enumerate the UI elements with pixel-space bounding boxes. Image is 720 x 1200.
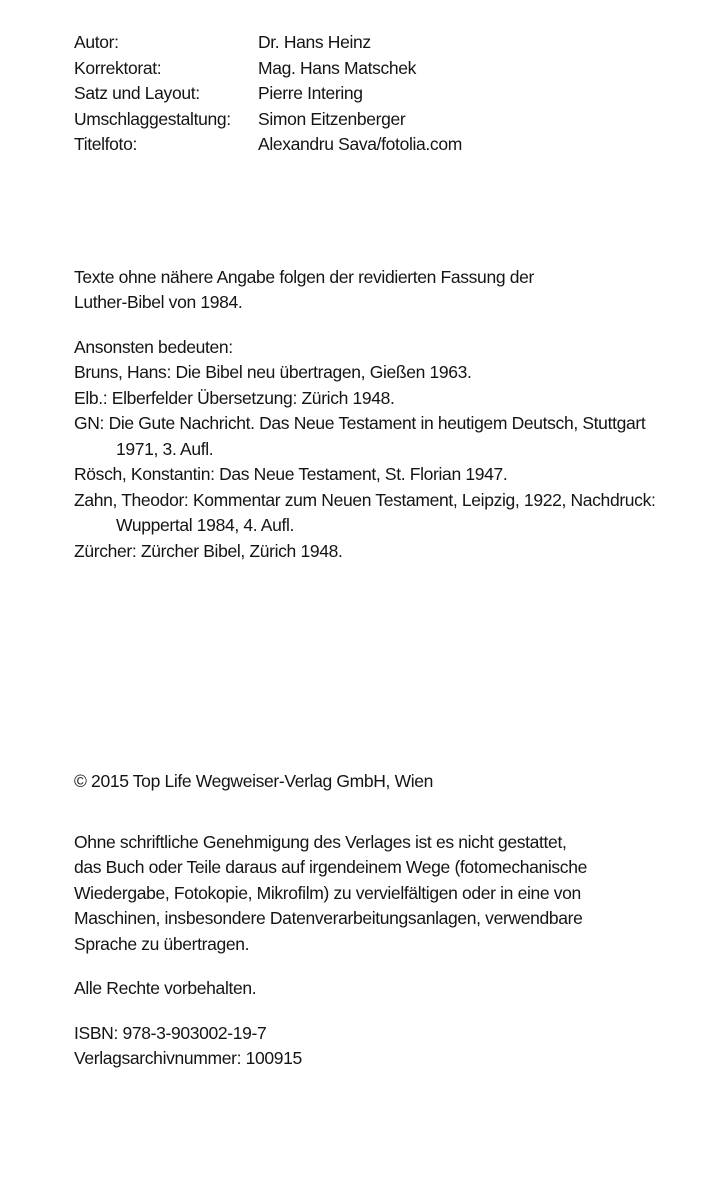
copyright-notice: © 2015 Top Life Wegweiser-Verlag GmbH, Wien [74,771,434,791]
rights-line: Ohne schriftliche Genehmigung des Verlages ist es nicht gestattet, [74,831,567,852]
credit-name: Simon Eitzenberger [258,108,406,129]
abbreviation-item: Zahn, Theodor: Kommentar zum Neuen Testament, Leipzig, 1922, Nachdruck: Wuppertal 1984, 4. Aufl. [74,489,656,535]
credits-list [74,30,674,158]
bible-text-note [74,265,674,316]
credit-name: Pierre Intering [258,83,363,103]
credit-row-cover-photo [74,132,674,158]
credit-role: Umschlaggestaltung: [74,108,231,129]
publication-identifiers [74,1021,674,1072]
archive-number: Verlagsarchivnummer: 100915 [74,1048,302,1068]
abbreviations-heading: Ansonsten bedeuten: [74,336,233,357]
credit-role: Autor: [74,32,119,52]
credit-row-typesetting [74,81,674,107]
isbn-number: ISBN: 978-3-903002-19-7 [74,1022,267,1043]
credit-name: Dr. Hans Heinz [258,32,371,52]
abbreviations-list [74,360,674,564]
credit-role: Titelfoto: [74,134,137,154]
note-line: Texte ohne nähere Angabe folgen der revidierten Fassung der [74,266,534,287]
rights-line: Maschinen, insbesondere Datenverarbeitungsanlagen, verwendbare [74,908,583,928]
credit-role: Satz und Layout: [74,83,200,103]
credit-name: Alexandru Sava/fotolia.com [258,134,462,154]
note-line: Luther-Bibel von 1984. [74,292,243,312]
credit-row-author [74,30,674,56]
credit-row-proofreading [74,56,674,82]
imprint-page [74,30,674,1072]
abbreviation-item: Rösch, Konstantin: Das Neue Testament, St. Florian 1947. [74,464,508,484]
abbreviations-section [74,335,674,565]
rights-line: das Buch oder Teile daraus auf irgendeinem Wege (fotomechanische [74,857,587,877]
credit-name: Mag. Hans Matschek [258,57,417,78]
abbreviation-item: Elb.: Elberfelder Übersetzung: Zürich 1948. [74,387,395,408]
abbreviation-item: Bruns, Hans: Die Bibel neu übertragen, Gießen 1963. [74,362,472,382]
abbreviation-item: GN: Die Gute Nachricht. Das Neue Testament in heutigem Deutsch, Stuttgart 1971, 3. Aufl. [74,413,646,459]
credit-role: Korrektorat: [74,57,162,78]
rights-notice [74,830,674,958]
rights-line: Sprache zu übertragen. [74,933,250,954]
abbreviation-item: Zürcher: Zürcher Bibel, Zürich 1948. [74,540,343,561]
credit-row-cover-design [74,107,674,133]
rights-line: Wiedergabe, Fotokopie, Mikrofilm) zu vervielfältigen oder in eine von [74,882,581,903]
all-rights-reserved: Alle Rechte vorbehalten. [74,978,257,998]
